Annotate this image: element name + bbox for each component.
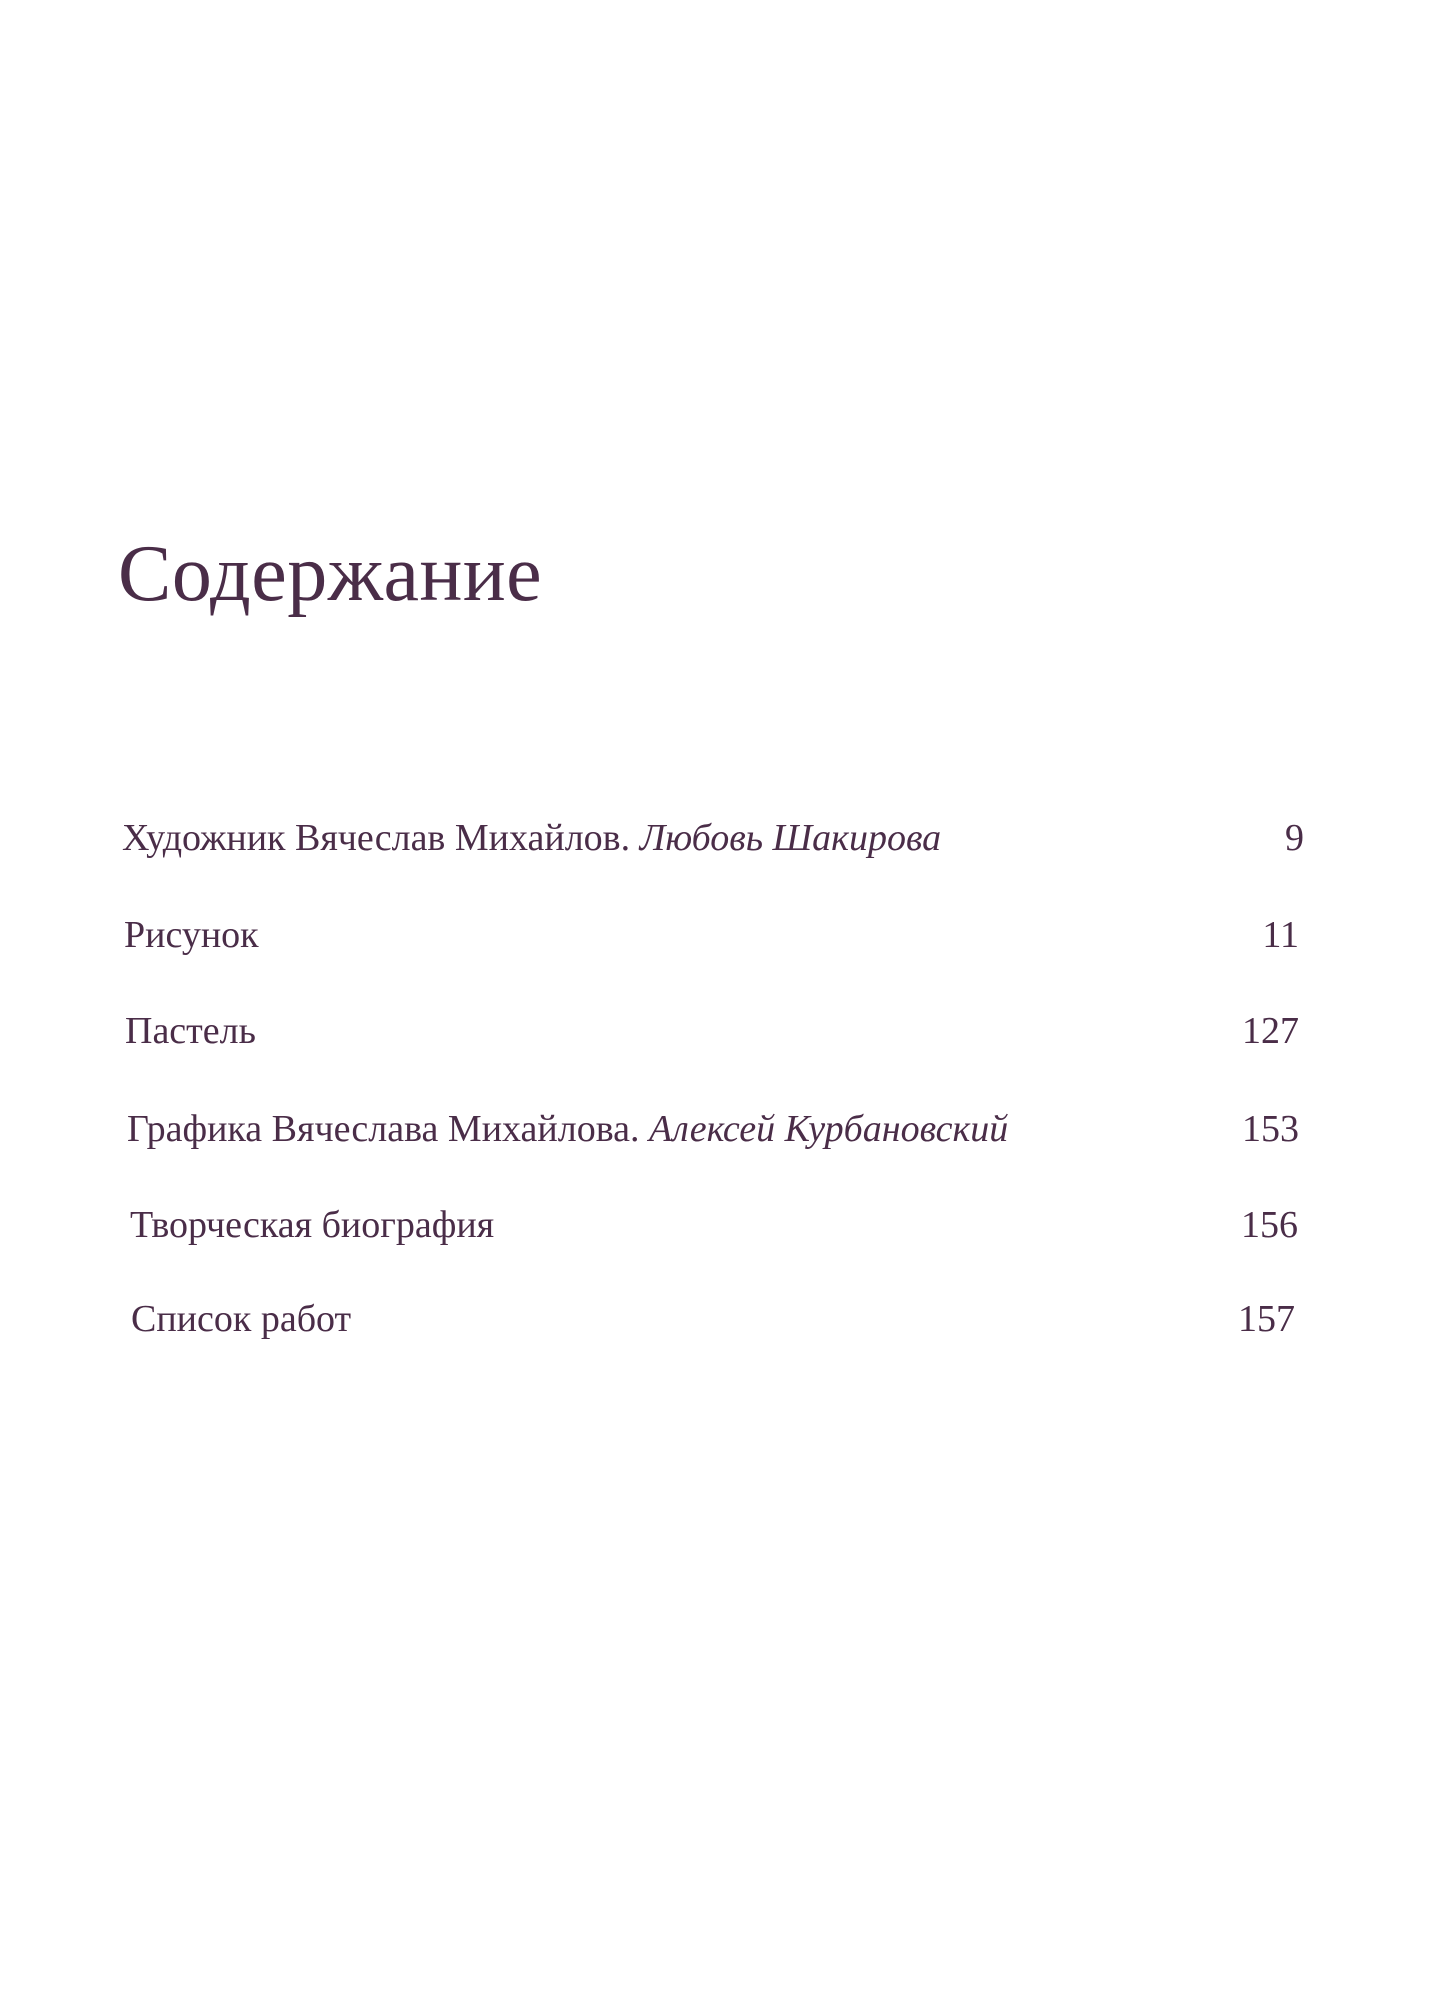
toc-entry-text	[122, 813, 941, 863]
toc-entry-author: Любовь Шакирова	[639, 817, 942, 859]
toc-entry[interactable]	[127, 1104, 1299, 1154]
toc-entry-title: Список работ	[131, 1298, 352, 1340]
toc-entry-page-number: 156	[1241, 1204, 1298, 1246]
toc-entry-author: Алексей Курбановский	[649, 1108, 1009, 1150]
toc-entry-page-number: 127	[1242, 1010, 1299, 1052]
toc-entry-page-number: 157	[1238, 1298, 1295, 1340]
toc-entry-title: Пастель	[125, 1010, 256, 1052]
toc-entry-title: Творческая биография	[130, 1204, 495, 1246]
toc-entry[interactable]	[131, 1294, 1295, 1344]
page-title: Содержание	[118, 530, 543, 618]
toc-entry-text	[125, 1006, 256, 1056]
toc-entry[interactable]	[130, 1200, 1298, 1250]
toc-entry[interactable]	[124, 910, 1299, 960]
toc-entry-text	[127, 1104, 1008, 1154]
toc-entry[interactable]	[122, 813, 1304, 863]
toc-entry-text	[130, 1200, 494, 1250]
toc-entry-text	[131, 1294, 351, 1344]
toc-entry-title: Художник Вячеслав Михайлов.	[122, 817, 631, 859]
toc-entry[interactable]	[125, 1006, 1299, 1056]
toc-entry-page-number: 153	[1242, 1108, 1299, 1150]
toc-entry-page-number: 9	[1285, 817, 1304, 859]
toc-entry-text	[124, 910, 259, 960]
toc-entry-page-number: 11	[1262, 914, 1299, 956]
toc-entry-title: Рисунок	[124, 914, 259, 956]
toc-entry-title: Графика Вячеслава Михайлова.	[127, 1108, 640, 1150]
